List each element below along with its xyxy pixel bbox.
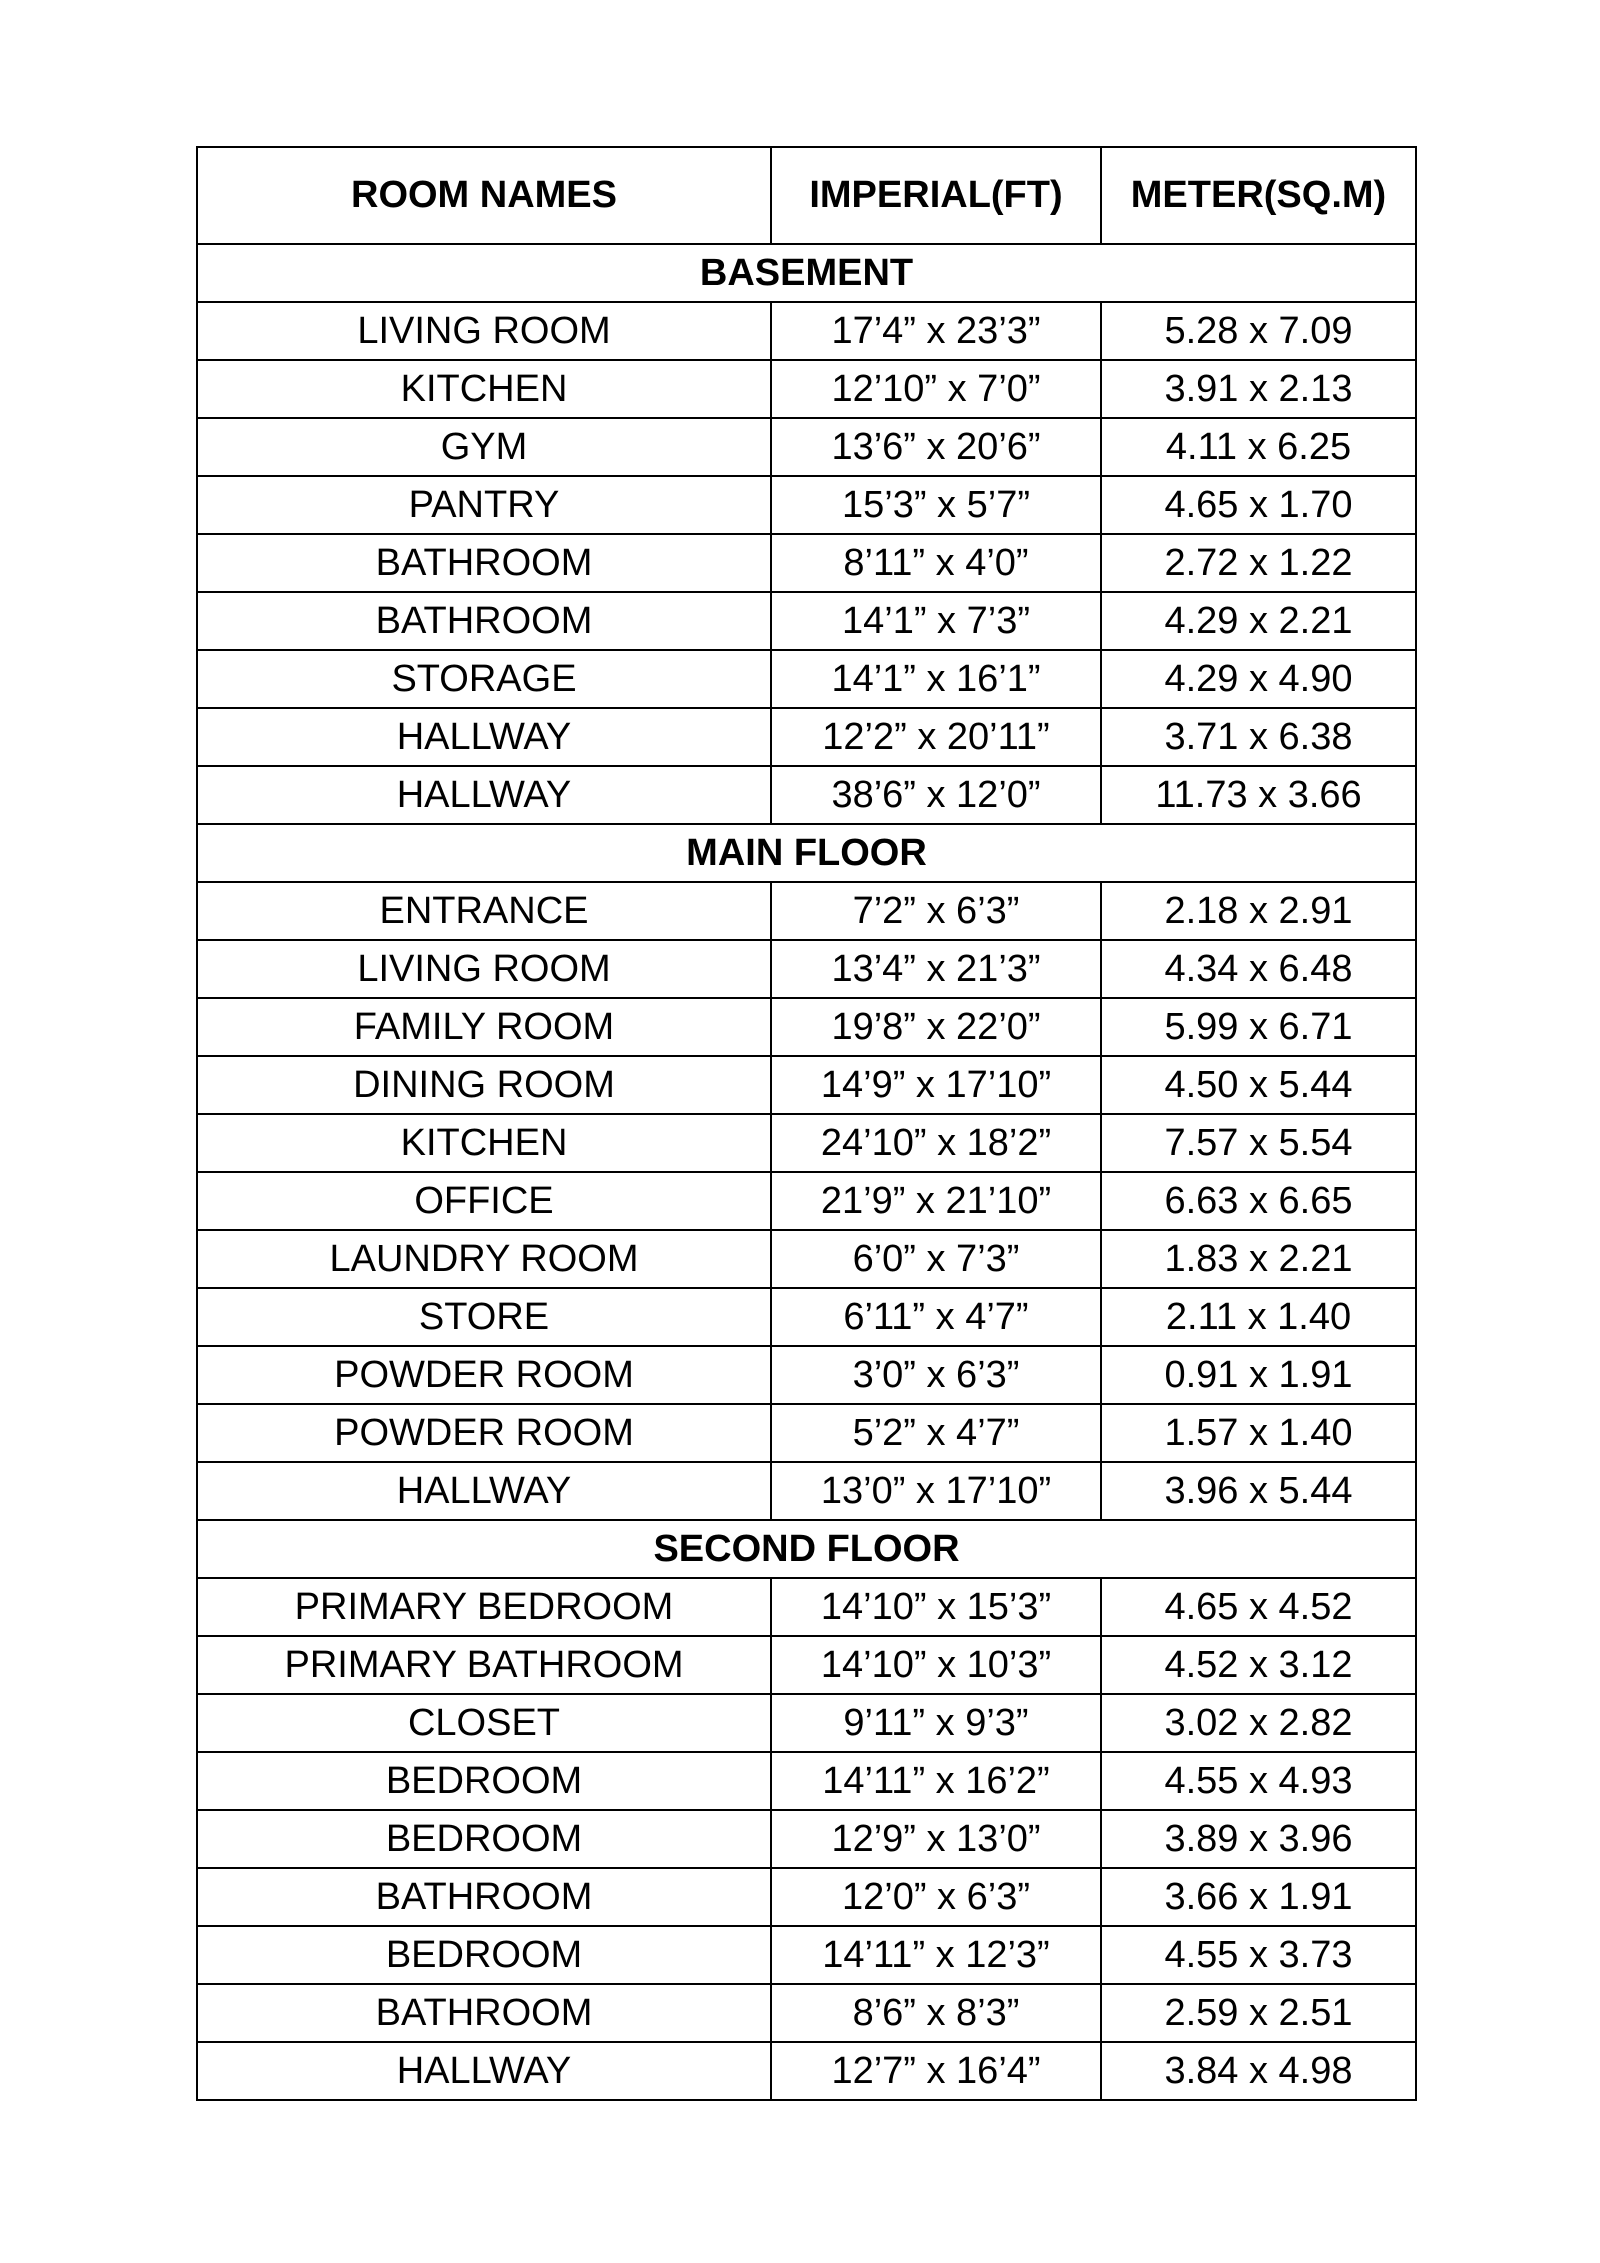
table-row <box>197 1114 1416 1172</box>
room-name-cell: LAUNDRY ROOM <box>197 1230 771 1288</box>
imperial-dimension-cell: 7’2” x 6’3” <box>771 882 1101 940</box>
imperial-dimension-cell: 15’3” x 5’7” <box>771 476 1101 534</box>
room-name-cell: KITCHEN <box>197 360 771 418</box>
imperial-dimension-cell: 13’4” x 21’3” <box>771 940 1101 998</box>
table-row <box>197 1694 1416 1752</box>
imperial-dimension-cell: 9’11” x 9’3” <box>771 1694 1101 1752</box>
table-row <box>197 360 1416 418</box>
room-name-cell: HALLWAY <box>197 1462 771 1520</box>
table-row <box>197 1636 1416 1694</box>
meter-dimension-cell: 3.91 x 2.13 <box>1101 360 1416 418</box>
table-row <box>197 708 1416 766</box>
table-row <box>197 534 1416 592</box>
table-row <box>197 1810 1416 1868</box>
imperial-dimension-cell: 6’0” x 7’3” <box>771 1230 1101 1288</box>
imperial-dimension-cell: 38’6” x 12’0” <box>771 766 1101 824</box>
room-name-cell: PRIMARY BATHROOM <box>197 1636 771 1694</box>
imperial-dimension-cell: 13’0” x 17’10” <box>771 1462 1101 1520</box>
meter-dimension-cell: 2.72 x 1.22 <box>1101 534 1416 592</box>
table-row <box>197 650 1416 708</box>
imperial-dimension-cell: 24’10” x 18’2” <box>771 1114 1101 1172</box>
room-name-cell: HALLWAY <box>197 2042 771 2100</box>
meter-dimension-cell: 2.59 x 2.51 <box>1101 1984 1416 2042</box>
meter-dimension-cell: 4.52 x 3.12 <box>1101 1636 1416 1694</box>
table-row <box>197 1056 1416 1114</box>
room-name-cell: PANTRY <box>197 476 771 534</box>
room-name-cell: FAMILY ROOM <box>197 998 771 1056</box>
imperial-dimension-cell: 17’4” x 23’3” <box>771 302 1101 360</box>
imperial-dimension-cell: 14’11” x 12’3” <box>771 1926 1101 1984</box>
room-name-cell: BATHROOM <box>197 592 771 650</box>
table-row <box>197 1926 1416 1984</box>
table-row <box>197 1346 1416 1404</box>
section-header-row <box>197 824 1416 882</box>
meter-dimension-cell: 4.11 x 6.25 <box>1101 418 1416 476</box>
room-name-cell: POWDER ROOM <box>197 1346 771 1404</box>
room-name-cell: BEDROOM <box>197 1926 771 1984</box>
table-row <box>197 998 1416 1056</box>
room-name-cell: LIVING ROOM <box>197 302 771 360</box>
table-row <box>197 882 1416 940</box>
room-name-cell: BEDROOM <box>197 1752 771 1810</box>
table-row <box>197 1230 1416 1288</box>
imperial-dimension-cell: 14’1” x 7’3” <box>771 592 1101 650</box>
room-name-cell: HALLWAY <box>197 766 771 824</box>
meter-dimension-cell: 4.65 x 4.52 <box>1101 1578 1416 1636</box>
meter-dimension-cell: 3.84 x 4.98 <box>1101 2042 1416 2100</box>
room-name-cell: STORAGE <box>197 650 771 708</box>
table-row <box>197 1984 1416 2042</box>
room-name-cell: BATHROOM <box>197 1868 771 1926</box>
table-row <box>197 1288 1416 1346</box>
room-name-cell: HALLWAY <box>197 708 771 766</box>
table-row <box>197 302 1416 360</box>
table-row <box>197 1752 1416 1810</box>
room-name-cell: DINING ROOM <box>197 1056 771 1114</box>
meter-dimension-cell: 3.89 x 3.96 <box>1101 1810 1416 1868</box>
imperial-dimension-cell: 12’0” x 6’3” <box>771 1868 1101 1926</box>
meter-dimension-cell: 1.57 x 1.40 <box>1101 1404 1416 1462</box>
meter-dimension-cell: 3.02 x 2.82 <box>1101 1694 1416 1752</box>
imperial-dimension-cell: 12’9” x 13’0” <box>771 1810 1101 1868</box>
section-title: MAIN FLOOR <box>197 824 1416 882</box>
imperial-dimension-cell: 21’9” x 21’10” <box>771 1172 1101 1230</box>
room-name-cell: PRIMARY BEDROOM <box>197 1578 771 1636</box>
meter-dimension-cell: 4.29 x 2.21 <box>1101 592 1416 650</box>
table-row <box>197 1462 1416 1520</box>
imperial-dimension-cell: 3’0” x 6’3” <box>771 1346 1101 1404</box>
room-dimensions-table <box>196 146 1417 2101</box>
table-row <box>197 1172 1416 1230</box>
table-row <box>197 592 1416 650</box>
meter-dimension-cell: 2.18 x 2.91 <box>1101 882 1416 940</box>
room-name-cell: BATHROOM <box>197 534 771 592</box>
meter-dimension-cell: 1.83 x 2.21 <box>1101 1230 1416 1288</box>
room-name-cell: CLOSET <box>197 1694 771 1752</box>
imperial-dimension-cell: 13’6” x 20’6” <box>771 418 1101 476</box>
table-row <box>197 1868 1416 1926</box>
room-name-cell: KITCHEN <box>197 1114 771 1172</box>
table-row <box>197 940 1416 998</box>
meter-dimension-cell: 5.99 x 6.71 <box>1101 998 1416 1056</box>
table-row <box>197 1404 1416 1462</box>
imperial-dimension-cell: 14’11” x 16’2” <box>771 1752 1101 1810</box>
table-row <box>197 476 1416 534</box>
meter-dimension-cell: 11.73 x 3.66 <box>1101 766 1416 824</box>
imperial-dimension-cell: 19’8” x 22’0” <box>771 998 1101 1056</box>
room-name-cell: BEDROOM <box>197 1810 771 1868</box>
imperial-dimension-cell: 14’10” x 15’3” <box>771 1578 1101 1636</box>
imperial-dimension-cell: 12’7” x 16’4” <box>771 2042 1101 2100</box>
table-row <box>197 2042 1416 2100</box>
imperial-dimension-cell: 8’11” x 4’0” <box>771 534 1101 592</box>
section-header-row <box>197 1520 1416 1578</box>
meter-dimension-cell: 5.28 x 7.09 <box>1101 302 1416 360</box>
imperial-dimension-cell: 12’10” x 7’0” <box>771 360 1101 418</box>
room-name-cell: OFFICE <box>197 1172 771 1230</box>
meter-dimension-cell: 2.11 x 1.40 <box>1101 1288 1416 1346</box>
header-room-names: ROOM NAMES <box>197 147 771 244</box>
table-row <box>197 1578 1416 1636</box>
section-title: BASEMENT <box>197 244 1416 302</box>
table-row <box>197 418 1416 476</box>
imperial-dimension-cell: 6’11” x 4’7” <box>771 1288 1101 1346</box>
meter-dimension-cell: 3.71 x 6.38 <box>1101 708 1416 766</box>
meter-dimension-cell: 4.55 x 4.93 <box>1101 1752 1416 1810</box>
meter-dimension-cell: 4.29 x 4.90 <box>1101 650 1416 708</box>
section-header-row <box>197 244 1416 302</box>
imperial-dimension-cell: 14’9” x 17’10” <box>771 1056 1101 1114</box>
meter-dimension-cell: 4.55 x 3.73 <box>1101 1926 1416 1984</box>
room-name-cell: ENTRANCE <box>197 882 771 940</box>
imperial-dimension-cell: 12’2” x 20’11” <box>771 708 1101 766</box>
meter-dimension-cell: 4.34 x 6.48 <box>1101 940 1416 998</box>
room-name-cell: STORE <box>197 1288 771 1346</box>
room-name-cell: GYM <box>197 418 771 476</box>
meter-dimension-cell: 4.65 x 1.70 <box>1101 476 1416 534</box>
section-title: SECOND FLOOR <box>197 1520 1416 1578</box>
meter-dimension-cell: 6.63 x 6.65 <box>1101 1172 1416 1230</box>
meter-dimension-cell: 4.50 x 5.44 <box>1101 1056 1416 1114</box>
header-imperial: IMPERIAL(FT) <box>771 147 1101 244</box>
imperial-dimension-cell: 5’2” x 4’7” <box>771 1404 1101 1462</box>
meter-dimension-cell: 3.96 x 5.44 <box>1101 1462 1416 1520</box>
header-meter: METER(SQ.M) <box>1101 147 1416 244</box>
table-row <box>197 766 1416 824</box>
table-body <box>197 244 1416 2100</box>
meter-dimension-cell: 3.66 x 1.91 <box>1101 1868 1416 1926</box>
room-name-cell: BATHROOM <box>197 1984 771 2042</box>
room-name-cell: POWDER ROOM <box>197 1404 771 1462</box>
imperial-dimension-cell: 14’10” x 10’3” <box>771 1636 1101 1694</box>
imperial-dimension-cell: 8’6” x 8’3” <box>771 1984 1101 2042</box>
meter-dimension-cell: 0.91 x 1.91 <box>1101 1346 1416 1404</box>
meter-dimension-cell: 7.57 x 5.54 <box>1101 1114 1416 1172</box>
table-header-row <box>197 147 1416 244</box>
imperial-dimension-cell: 14’1” x 16’1” <box>771 650 1101 708</box>
room-name-cell: LIVING ROOM <box>197 940 771 998</box>
